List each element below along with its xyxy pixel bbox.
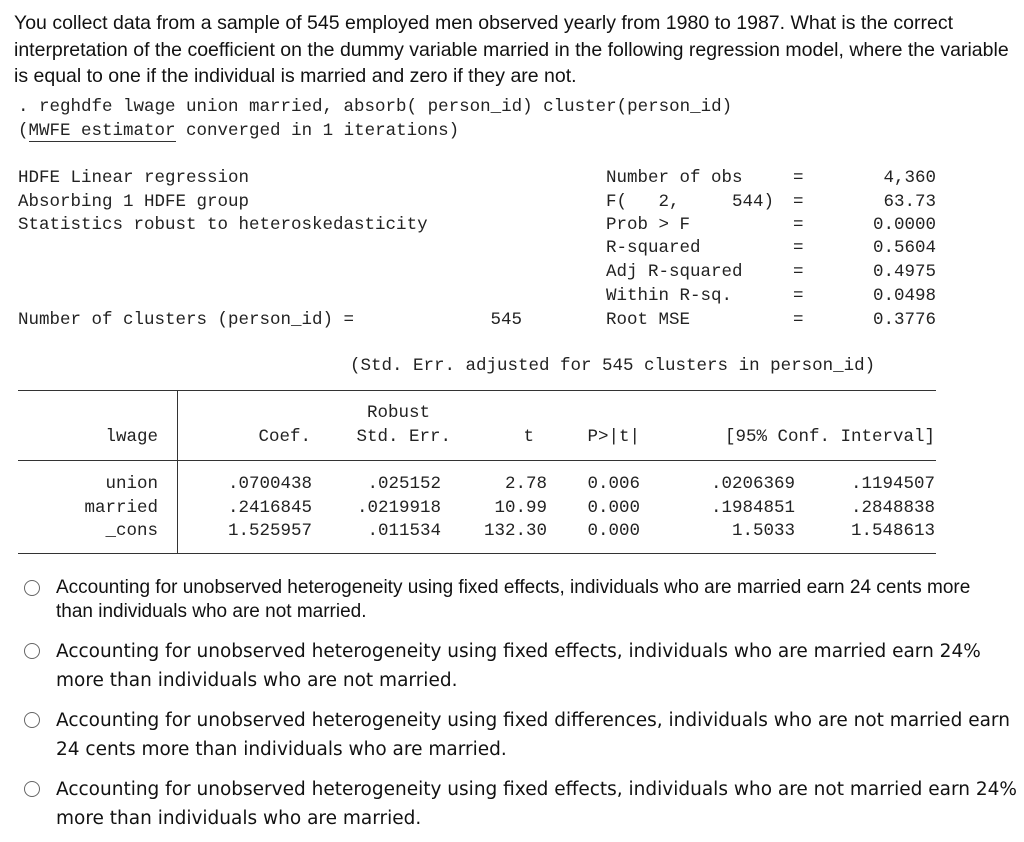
answer-option-3[interactable] xyxy=(24,706,1019,766)
radio-button-1[interactable] xyxy=(24,580,40,596)
stat-eq-within: = xyxy=(793,286,804,306)
row-ci-low: 1.5033 xyxy=(731,521,795,541)
row-ci-high: 1.548613 xyxy=(850,521,935,541)
stat-label-rmse: Root MSE xyxy=(606,310,691,330)
answer-option-1-label: Accounting for unobserved heterogeneity using fixed effects, individuals who are married earn 24 cents more than individuals who are not married. xyxy=(56,577,971,622)
stat-label-r2: R-squared xyxy=(606,238,701,258)
row-p: 0.000 xyxy=(587,498,640,518)
col-coef: Coef. xyxy=(258,427,311,447)
stat-eq-rmse: = xyxy=(793,310,804,330)
stat-value-within: 0.0498 xyxy=(872,286,936,306)
row-ci-high: .2848838 xyxy=(850,498,935,518)
mwfe-link[interactable]: MWFE estimator xyxy=(28,121,176,141)
table-bottom-rule xyxy=(18,553,936,554)
stat-label-within: Within R-sq. xyxy=(606,286,733,306)
col-depvar: lwage xyxy=(105,427,158,447)
stat-eq-prob: = xyxy=(793,215,804,235)
col-ci: [95% Conf. Interval] xyxy=(724,427,935,447)
radio-button-3[interactable] xyxy=(24,712,40,728)
answer-option-3-label: Accounting for unobserved heterogeneity using fixed differences, individuals who are not married earn 24 cents more than individuals who are married. xyxy=(56,710,1010,760)
row-coef: .2416845 xyxy=(227,498,312,518)
row-se: .011534 xyxy=(367,521,441,541)
row-ci-low: .0206369 xyxy=(710,474,795,494)
row-p: 0.006 xyxy=(587,474,640,494)
stat-value-adjr2: 0.4975 xyxy=(872,262,936,282)
col-p: P>|t| xyxy=(587,427,640,447)
header-line-3: Statistics robust to heteroskedasticity xyxy=(18,215,428,235)
stat-value-r2: 0.5604 xyxy=(872,238,936,258)
stat-label-f: F( 2, 544) xyxy=(606,192,775,212)
row-t: 2.78 xyxy=(504,474,547,494)
row-ci-low: .1984851 xyxy=(710,498,795,518)
stat-label-obs: Number of obs xyxy=(606,168,743,188)
row-t: 10.99 xyxy=(494,498,547,518)
answer-option-2[interactable] xyxy=(24,637,1019,697)
stat-eq-r2: = xyxy=(793,238,804,258)
header-line-1: HDFE Linear regression xyxy=(18,168,250,188)
stat-eq-obs: = xyxy=(793,168,804,188)
row-name: _cons xyxy=(105,521,158,541)
answer-option-1[interactable] xyxy=(24,576,1019,630)
row-ci-high: .1194507 xyxy=(850,474,935,494)
header-line-2: Absorbing 1 HDFE group xyxy=(18,192,250,212)
converged-rest: converged in 1 iterations) xyxy=(175,121,460,141)
radio-button-2[interactable] xyxy=(24,643,40,659)
col-se: Std. Err. xyxy=(356,427,451,447)
stat-eq-adjr2: = xyxy=(793,262,804,282)
table-vertical-rule xyxy=(177,390,178,554)
answer-option-4-label: Accounting for unobserved heterogeneity using fixed effects, individuals who are not married earn 24% more than individuals who are married. xyxy=(56,779,1017,829)
row-p: 0.000 xyxy=(587,521,640,541)
row-se: .025152 xyxy=(367,474,441,494)
answer-option-2-label: Accounting for unobserved heterogeneity using fixed effects, individuals who are married earn 24% more than individuals who are not married. xyxy=(56,641,981,691)
answer-option-4[interactable] xyxy=(24,775,1019,835)
table-header-rule xyxy=(18,460,936,461)
converged-line xyxy=(18,121,459,141)
stat-eq-f: = xyxy=(793,192,804,212)
row-coef: .0700438 xyxy=(227,474,312,494)
clusters-label: Number of clusters (person_id) = xyxy=(18,310,355,330)
stat-value-obs: 4,360 xyxy=(883,168,936,188)
row-se: .0219918 xyxy=(356,498,441,518)
table-top-rule xyxy=(18,390,936,391)
row-t: 132.30 xyxy=(483,521,547,541)
stata-command: . reghdfe lwage union married, absorb( person_id) cluster(person_id) xyxy=(18,97,733,117)
col-robust: Robust xyxy=(366,403,430,423)
stat-label-prob: Prob > F xyxy=(606,215,691,235)
row-name: union xyxy=(105,474,158,494)
stat-value-rmse: 0.3776 xyxy=(872,310,936,330)
row-coef: 1.525957 xyxy=(227,521,312,541)
converged-open-paren: ( xyxy=(18,121,29,141)
se-note: (Std. Err. adjusted for 545 clusters in person_id) xyxy=(350,356,876,376)
row-name: married xyxy=(84,498,158,518)
stat-value-f: 63.73 xyxy=(883,192,936,212)
stat-label-adjr2: Adj R-squared xyxy=(606,262,743,282)
clusters-value: 545 xyxy=(490,310,522,330)
question-text: You collect data from a sample of 545 employed men observed yearly from 1980 to 1987. What is the correct interpretation of the coefficient on the dummy variable married in the following regression model, where the variable is equal to one if the individual is married and zero if they are not. xyxy=(14,12,1009,87)
radio-button-4[interactable] xyxy=(24,781,40,797)
stat-value-prob: 0.0000 xyxy=(872,215,936,235)
col-t: t xyxy=(523,427,534,447)
